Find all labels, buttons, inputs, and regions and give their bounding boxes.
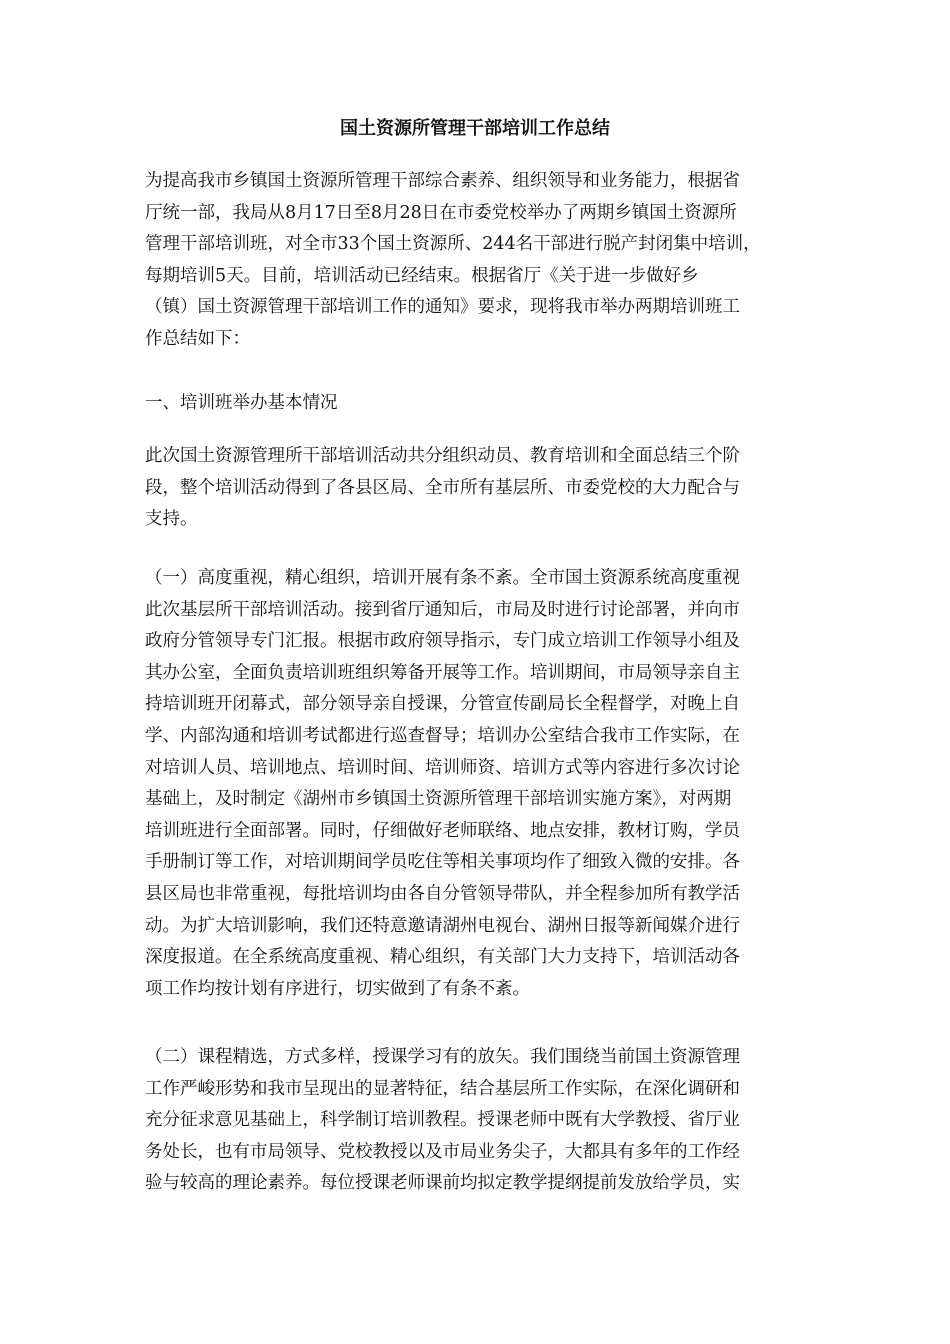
text-line: 管理干部培训班，对全市33个国土资源所、244名干部进行脱产封闭集中培训， — [145, 234, 761, 255]
text-line: 一、培训班举办基本情况 — [145, 393, 338, 413]
text-line: 项工作均按计划有序进行，切实做到了有条不紊。 — [145, 978, 530, 999]
text-line: 深度报道。在全系统高度重视、精心组织，有关部门大力支持下，培训活动各 — [145, 947, 740, 968]
text-line: 段，整个培训活动得到了各县区局、全市所有基层所、市委党校的大力配合与 — [145, 477, 740, 498]
text-line: 验与较高的理论素养。每位授课老师课前均拟定教学提纲提前发放给学员，实 — [145, 1173, 740, 1194]
text-line: 学、内部沟通和培训考试都进行巡查督导；培训办公室结合我市工作实际，在 — [145, 725, 740, 746]
text-line: 支持。 — [145, 509, 198, 530]
paragraph-intro — [145, 166, 805, 356]
text-line: 为提高我市乡镇国土资源所管理干部综合素养、组织领导和业务能力，根据省 — [145, 171, 740, 191]
text-line: 此次国土资源管理所干部培训活动共分组织动员、教育培训和全面总结三个阶 — [145, 446, 740, 466]
text-line: 每期培训5天。目前，培训活动已经结束。根据省厅《关于进一步做好乡 — [145, 265, 699, 286]
text-line: 县区局也非常重视，每批培训均由各自分管领导带队，并全程参加所有教学活 — [145, 883, 740, 904]
section-heading — [145, 388, 805, 420]
text-line: （二）课程精选，方式多样，授课学习有的放矢。我们围绕当前国土资源管理 — [145, 1047, 740, 1067]
text-line: 政府分管领导专门汇报。根据市政府领导指示，专门成立培训工作领导小组及 — [145, 631, 740, 652]
text-line: 工作严峻形势和我市呈现出的显著特征，结合基层所工作实际，在深化调研和 — [145, 1078, 740, 1099]
text-line: 其办公室，全面负责培训班组织筹备开展等工作。培训期间，市局领导亲自主 — [145, 662, 740, 683]
text-line: （镇）国土资源管理干部培训工作的通知》要求，现将我市举办两期培训班工 — [145, 297, 740, 318]
text-line: 充分征求意见基础上，科学制订培训教程。授课老师中既有大学教授、省厅业 — [145, 1110, 740, 1131]
text-line: 动。为扩大培训影响，我们还特意邀请湖州电视台、湖州日报等新闻媒介进行 — [145, 915, 740, 936]
text-line: 务处长，也有市局领导、党校教授以及市局业务尖子，大都具有多年的工作经 — [145, 1141, 740, 1162]
text-line: 对培训人员、培训地点、培训时间、培训师资、培训方式等内容进行多次讨论 — [145, 757, 740, 778]
text-line: 手册制订等工作，对培训期间学员吃住等相关事项均作了细致入微的安排。各 — [145, 852, 740, 873]
text-line: 此次基层所干部培训活动。接到省厅通知后，市局及时进行讨论部署，并向市 — [145, 599, 740, 620]
paragraph-overview — [145, 441, 805, 536]
paragraph-section-two — [145, 1042, 805, 1200]
text-line: 作总结如下： — [145, 328, 250, 349]
text-line: 培训班进行全面部署。同时，仔细做好老师联络、地点安排，教材订购，学员 — [145, 820, 740, 841]
text-line: 基础上，及时制定《湖州市乡镇国土资源所管理干部培训实施方案》，对两期 — [145, 789, 732, 810]
text-line: （一）高度重视，精心组织，培训开展有条不紊。全市国土资源系统高度重视 — [145, 568, 740, 588]
text-line: 厅统一部，我局从8月17日至8月28日在市委党校举办了两期乡镇国土资源所 — [145, 202, 737, 223]
document-title: 国土资源所管理干部培训工作总结 — [340, 118, 610, 139]
text-line: 持培训班开闭幕式，部分领导亲自授课，分管宣传副局长全程督学，对晚上自 — [145, 694, 740, 715]
paragraph-section-one — [145, 563, 805, 1005]
